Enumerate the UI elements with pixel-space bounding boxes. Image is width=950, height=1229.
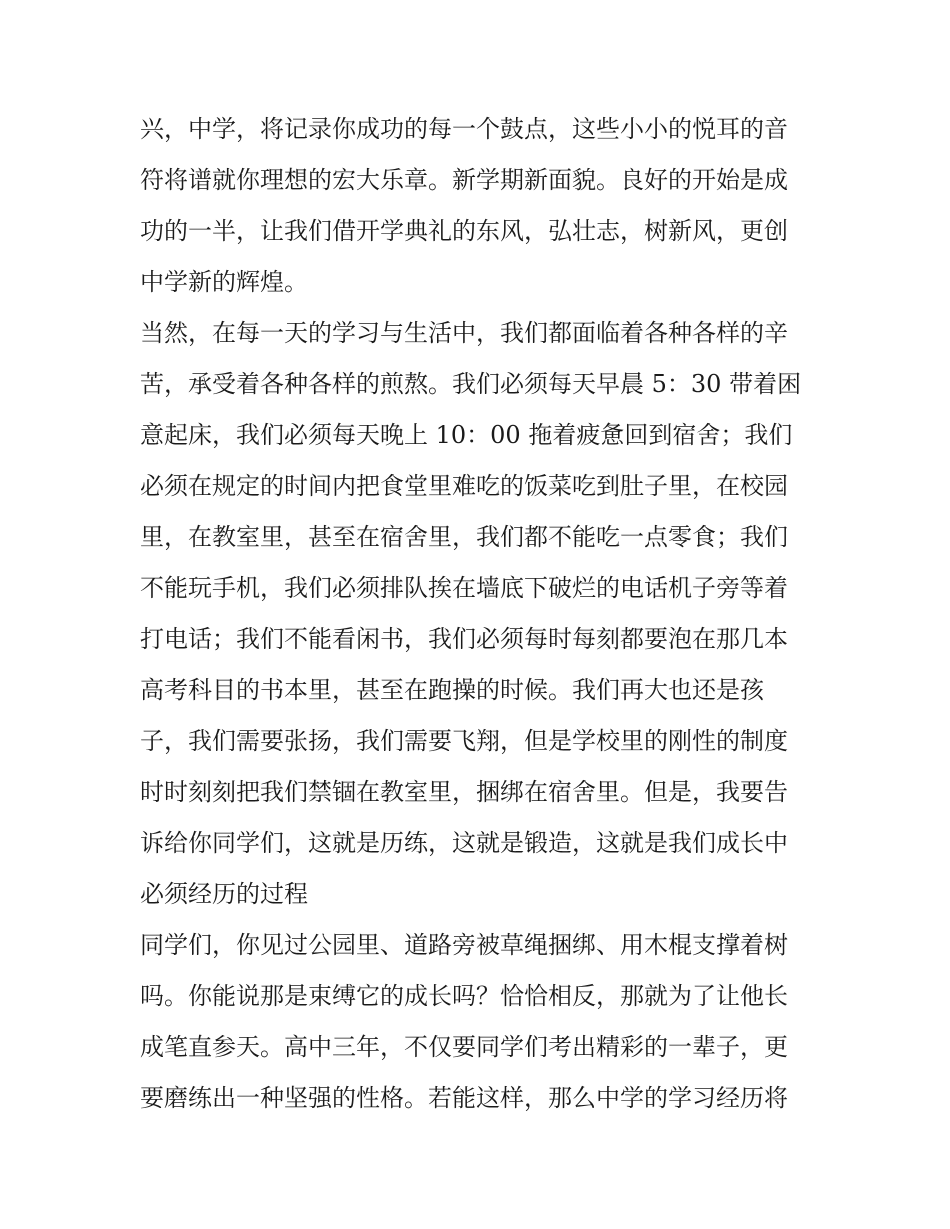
text-line: 意起床，我们必须每天晚上 10：00 拖着疲惫回到宿舍；我们 bbox=[140, 421, 793, 449]
text-line: 不能玩手机，我们必须排队挨在墙底下破烂的电话机子旁等着 bbox=[140, 574, 788, 602]
text-line: 打电话；我们不能看闲书，我们必须每时每刻都要泡在那几本 bbox=[140, 625, 788, 653]
text-line: 必须经历的过程 bbox=[140, 880, 308, 908]
text-line: 功的一半，让我们借开学典礼的东风，弘壮志，树新风，更创 bbox=[140, 217, 788, 245]
text-line: 兴，中学，将记录你成功的每一个鼓点，这些小小的悦耳的音 bbox=[140, 115, 788, 143]
text-line: 要磨练出一种坚强的性格。若能这样，那么中学的学习经历将 bbox=[140, 1084, 788, 1112]
text-line: 高考科目的书本里，甚至在跑操的时候。我们再大也还是孩 bbox=[140, 676, 764, 704]
text-line: 里，在教室里，甚至在宿舍里，我们都不能吃一点零食；我们 bbox=[140, 523, 788, 551]
text-line: 子，我们需要张扬，我们需要飞翔，但是学校里的刚性的制度 bbox=[140, 727, 788, 755]
text-line: 诉给你同学们，这就是历练，这就是锻造，这就是我们成长中 bbox=[140, 829, 788, 857]
text-line: 吗。你能说那是束缚它的成长吗？恰恰相反，那就为了让他长 bbox=[140, 982, 788, 1010]
text-line: 成笔直参天。高中三年，不仅要同学们考出精彩的一辈子，更 bbox=[140, 1033, 788, 1061]
text-line: 苦，承受着各种各样的煎熬。我们必须每天早晨 5：30 带着困 bbox=[140, 370, 802, 398]
body-text bbox=[140, 104, 820, 1124]
text-line: 当然，在每一天的学习与生活中，我们都面临着各种各样的辛 bbox=[140, 319, 788, 347]
text-line: 同学们，你见过公园里、道路旁被草绳捆绑、用木棍支撑着树 bbox=[140, 931, 788, 959]
text-line: 中学新的辉煌。 bbox=[140, 268, 308, 296]
text-line: 必须在规定的时间内把食堂里难吃的饭菜吃到肚子里，在校园 bbox=[140, 472, 788, 500]
text-line: 时时刻刻把我们禁锢在教室里，捆绑在宿舍里。但是，我要告 bbox=[140, 778, 788, 806]
text-line: 符将谱就你理想的宏大乐章。新学期新面貌。良好的开始是成 bbox=[140, 166, 788, 194]
